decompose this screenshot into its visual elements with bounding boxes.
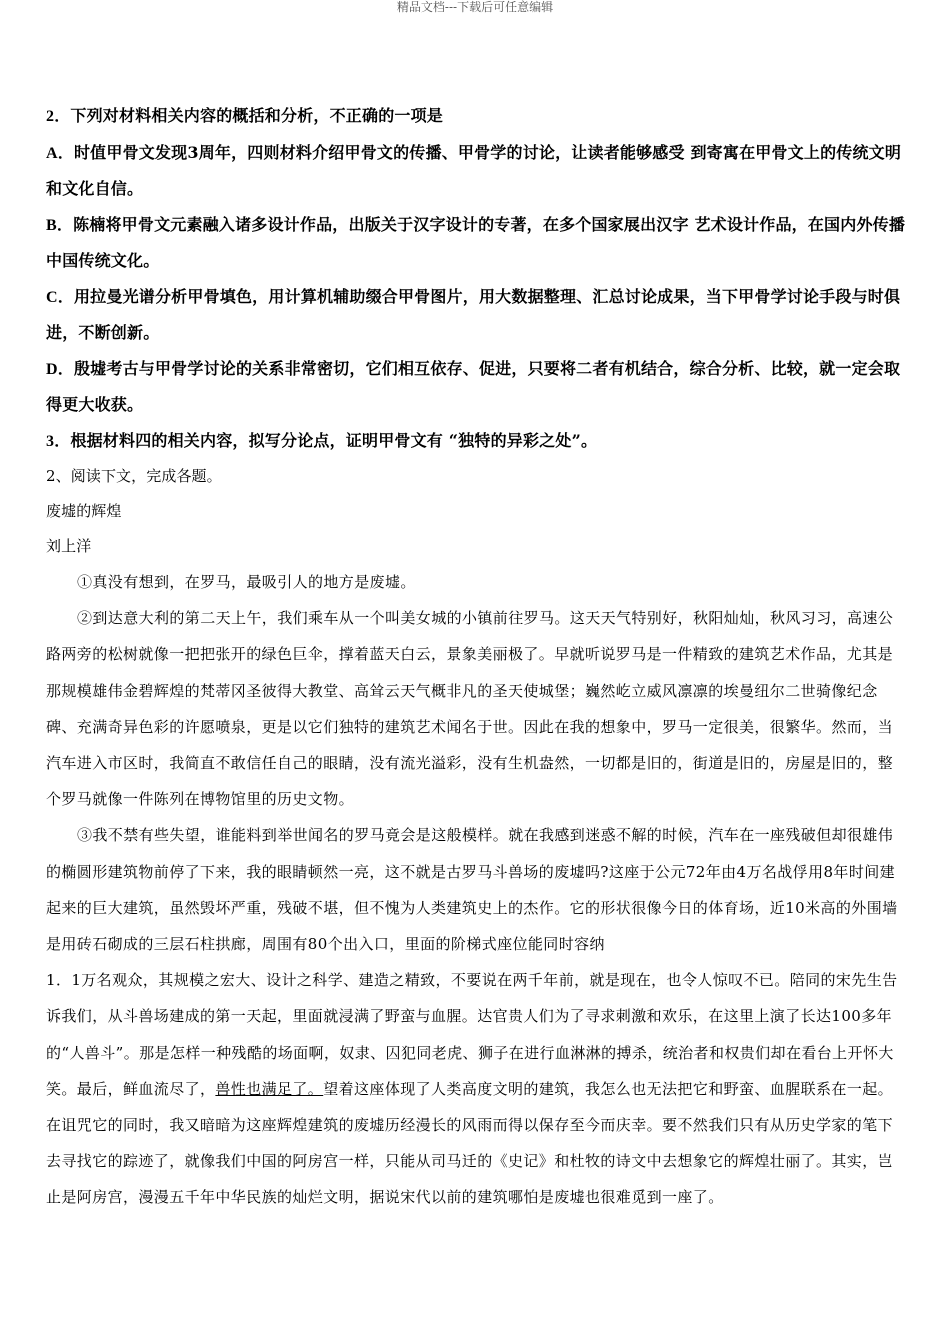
paragraph-3-continued [46,962,908,1215]
page-header: 精品文档---下载后可任意编辑 [396,0,554,14]
option-text: 殷墟考古与甲骨学讨论的关系非常密切，它们相互依存、促进，只要将二者有机结合，综合分析、比较，就一定会取得更大收获。 [46,358,901,414]
paragraph-3: ③我不禁有些失望，谁能料到举世闻名的罗马竟会是这般模样。就在我感到迷惑不解的时候，汽车在一座残破但却很雄伟的椭圆形建筑物前停了下来，我的眼睛顿然一亮，这不就是古罗马斗兽场的废墟吗?这座于公元72年由4万名战俘用8年时间建起来的巨大建筑，虽然毁坏严重，残破不堪，但不愧为人类建筑史上的杰作。它的形状很像今日的体育场，近10米高的外围墙是用砖石砌成的三层石柱拱廊，周围有80个出入口，里面的阶梯式座位能同时容纳 [46,826,898,954]
option-d [46,351,908,423]
option-b [46,207,908,279]
question-number: 2． [46,108,71,125]
option-c [46,279,908,351]
option-text: 时值甲骨文发现3周年，四则材料介绍甲骨文的传播、甲骨学的讨论，让读者能够感受 到寄寓在甲骨文上的传统文明和文化自信。 [46,142,902,198]
question-text: 下列对材料相关内容的概括和分析，不正确的一项是 [70,106,444,125]
document-body [46,98,908,1216]
article-title: 废墟的辉煌 [46,502,122,520]
article-author: 刘上洋 [46,537,92,555]
section-intro: 2、阅读下文，完成各题。 [46,467,222,485]
option-a [46,135,908,207]
paragraph-1: ①真没有想到，在罗马，最吸引人的地方是废墟。 [77,573,416,591]
question-number: 3． [46,432,71,450]
option-text: 用拉曼光谱分析甲骨填色，用计算机辅助缀合甲骨图片，用大数据整理、汇总讨论成果，当下甲骨学讨论手段与时俱进，不断创新。 [46,286,901,342]
paragraph-3-text-a: 1．1万名观众，其规模之宏大、设计之科学、建造之精致，不要说在两千年前，就是现在，也令人惊叹不已。陪同的宋先生告诉我们，从斗兽场建成的第一天起，里面就浸满了野蛮与血腥。达官贵人们为了寻求刺激和欢乐，在这里上演了长达100多年的“人兽斗”。那是怎样一种残酷的场面啊，奴隶、囚犯同老虎、狮子在进行血淋淋的搏杀，统治者和权贵们却在看台上开怀大笑。最后，鲜血流尽了， [46,971,898,1098]
option-label: B． [46,216,74,234]
paragraph-2: ②到达意大利的第二天上午，我们乘车从一个叫美女城的小镇前往罗马。这天天气特别好，秋阳灿灿，秋风习习，高速公路两旁的松树就像一把把张开的绿色巨伞，撑着蓝天白云，景象美丽极了。早就听说罗马是一件精致的建筑艺术作品，尤其是那规模雄伟金碧辉煌的梵蒂冈圣彼得大教堂、高耸云天气概非凡的圣天使城堡；巍然屹立威风凛凛的埃曼纽尔二世骑像纪念碑、充满奇异色彩的许愿喷泉，更是以它们独特的建筑艺术闻名于世。因此在我的想象中，罗马一定很美，很繁华。然而，当汽车进入市区时，我简直不敢信任自己的眼睛，没有流光溢彩，没有生机盎然，一切都是旧的，街道是旧的，房屋是旧的，整个罗马就像一件陈列在博物馆里的历史文物。 [46,609,894,809]
option-label: C． [46,288,74,306]
paragraph-3-text-b: 望着这座体现了人类高度文明的建筑，我怎么也无法把它和野蛮、血腥联系在一起。在诅咒它的同时，我又暗暗为这座辉煌建筑的废墟历经漫长的风雨而得以保存至今而庆幸。要不然我们只有从历史学家的笔下去寻找它的踪迹了，就像我们中国的阿房宫一样，只能从司马迁的《史记》和杜牧的诗文中去想象它的辉煌壮丽了。其实，岂止是阿房宫，漫漫五千年中华民族的灿烂文明，据说宋代以前的建筑哪怕是废墟也很难觅到一座了。 [46,1079,894,1207]
option-label: A． [46,144,74,162]
option-text: 陈楠将甲骨文元素融入诸多设计作品，出版关于汉字设计的专著，在多个国家展出汉字 艺术设计作品，在国内外传播中国传统文化。 [46,214,906,270]
question-2 [46,98,908,135]
question-text: 根据材料四的相关内容，拟写分论点，证明甲骨文有 “独特的异彩之处”。 [70,430,598,450]
question-3 [46,423,908,460]
underlined-phrase: 兽性也满足了。 [215,1079,324,1098]
option-label: D． [46,360,74,378]
